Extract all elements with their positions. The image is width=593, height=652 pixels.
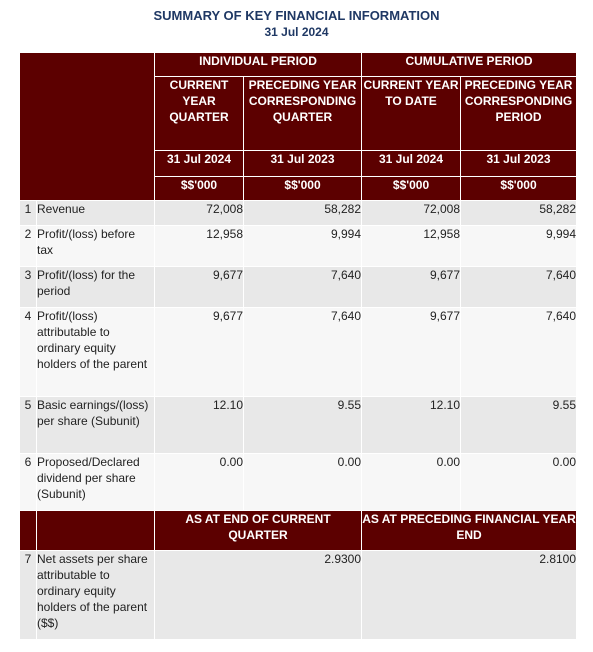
row-value: 9,677 [362, 308, 461, 397]
row-label: Profit/(loss) for the period [37, 267, 155, 308]
report-title: SUMMARY OF KEY FINANCIAL INFORMATION [153, 8, 440, 23]
row-value: 9.55 [461, 397, 577, 454]
col-header-current-year-quarter: CURRENT YEAR QUARTER [155, 77, 244, 151]
net-assets-row [20, 551, 577, 640]
row-number: 1 [20, 201, 37, 226]
row-value: 9.55 [244, 397, 362, 454]
row-label: Profit/(loss) before tax [37, 226, 155, 267]
col-header-preceding-year-quarter: PRECEDING YEAR CORRESPONDING QUARTER [244, 77, 362, 151]
net-assets-header-blank [37, 511, 155, 551]
row-value: 58,282 [461, 201, 577, 226]
table-row [20, 454, 577, 511]
col-unit: $$'000 [155, 177, 244, 201]
row-value: 9,994 [461, 226, 577, 267]
row-number: 6 [20, 454, 37, 511]
row-value: 7,640 [461, 308, 577, 397]
col-header-current-year-to-date: CURRENT YEAR TO DATE [362, 77, 461, 151]
col-unit: $$'000 [244, 177, 362, 201]
col-date: 31 Jul 2024 [155, 151, 244, 177]
row-value: 72,008 [155, 201, 244, 226]
row-value: 0.00 [461, 454, 577, 511]
group-header-row [20, 53, 577, 77]
table-row [20, 226, 577, 267]
row-value: 72,008 [362, 201, 461, 226]
row-number: 2 [20, 226, 37, 267]
row-number: 4 [20, 308, 37, 397]
net-assets-header-current: AS AT END OF CURRENT QUARTER [155, 511, 362, 551]
row-value: 0.00 [155, 454, 244, 511]
row-value: 0.00 [362, 454, 461, 511]
row-label: Proposed/Declared dividend per share (Subunit) [37, 454, 155, 511]
row-value: 9,677 [155, 267, 244, 308]
row-label: Profit/(loss) attributable to ordinary equity holders of the parent [37, 308, 155, 397]
group-header-individual: INDIVIDUAL PERIOD [155, 53, 362, 77]
row-value: 9,677 [362, 267, 461, 308]
table-row [20, 201, 577, 226]
row-value: 12,958 [155, 226, 244, 267]
table-row [20, 397, 577, 454]
row-value: 7,640 [461, 267, 577, 308]
col-unit: $$'000 [362, 177, 461, 201]
row-value: 9,994 [244, 226, 362, 267]
row-value: 9,677 [155, 308, 244, 397]
row-number: 3 [20, 267, 37, 308]
col-header-preceding-year-period: PRECEDING YEAR CORRESPONDING PERIOD [461, 77, 577, 151]
net-assets-header-blank [20, 511, 37, 551]
report-date: 31 Jul 2024 [264, 25, 329, 39]
net-assets-header-preceding: AS AT PRECEDING FINANCIAL YEAR END [362, 511, 577, 551]
table-row [20, 267, 577, 308]
row-number: 5 [20, 397, 37, 454]
col-unit: $$'000 [461, 177, 577, 201]
row-value: 7,640 [244, 267, 362, 308]
row-label: Net assets per share attributable to ordinary equity holders of the parent ($$) [37, 551, 155, 640]
corner-header-cell [20, 53, 155, 201]
row-value: 12.10 [155, 397, 244, 454]
row-number: 7 [20, 551, 37, 640]
table-row [20, 308, 577, 397]
row-value: 58,282 [244, 201, 362, 226]
row-value: 0.00 [244, 454, 362, 511]
row-label: Basic earnings/(loss) per share (Subunit) [37, 397, 155, 454]
col-date: 31 Jul 2023 [461, 151, 577, 177]
row-value: 12.10 [362, 397, 461, 454]
row-value: 7,640 [244, 308, 362, 397]
financial-summary-table [19, 52, 577, 640]
net-assets-header-row [20, 511, 577, 551]
row-value: 12,958 [362, 226, 461, 267]
row-value: 2.8100 [362, 551, 577, 640]
report-header [0, 0, 593, 52]
group-header-cumulative: CUMULATIVE PERIOD [362, 53, 577, 77]
col-date: 31 Jul 2024 [362, 151, 461, 177]
row-label: Revenue [37, 201, 155, 226]
col-date: 31 Jul 2023 [244, 151, 362, 177]
row-value: 2.9300 [155, 551, 362, 640]
